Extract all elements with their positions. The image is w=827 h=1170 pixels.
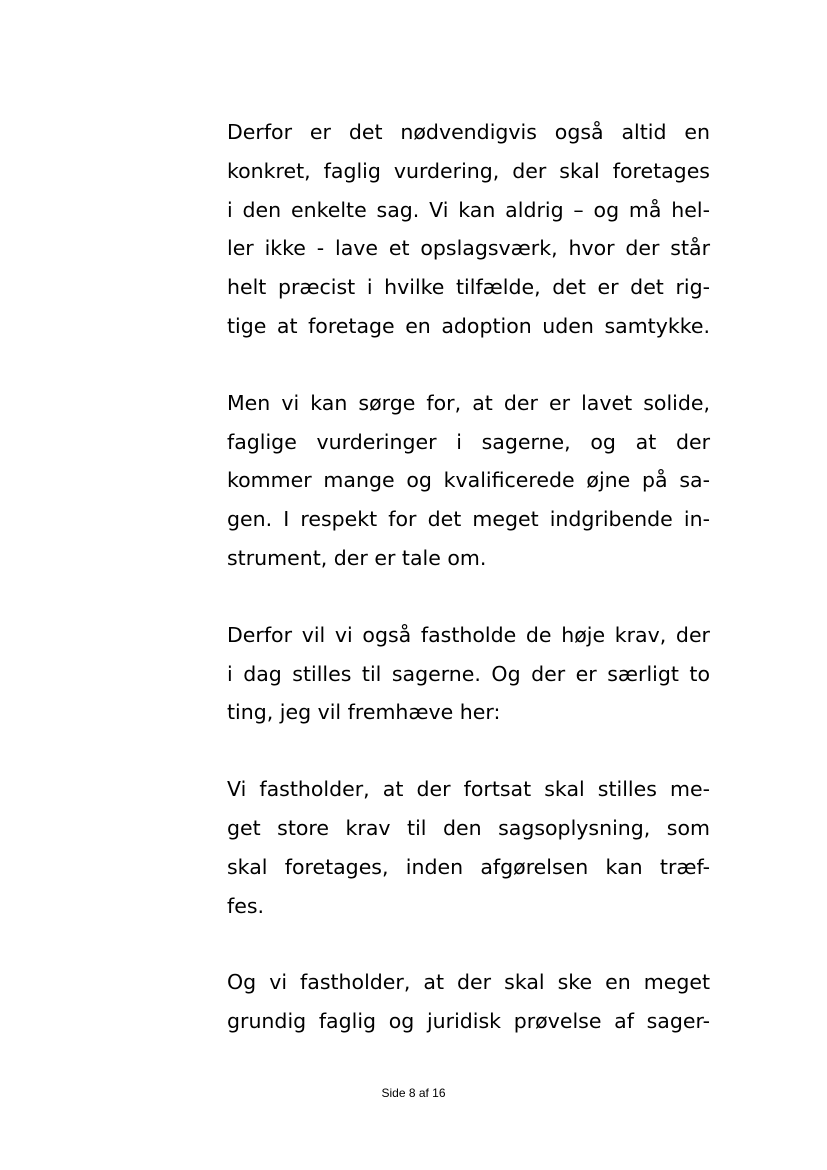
text-line: strument, der er tale om. bbox=[227, 545, 487, 570]
text-line: skal foretages, inden afgørelsen kan træf- bbox=[227, 854, 710, 879]
text-line: faglige vurderinger i sagerne, og at der bbox=[227, 429, 710, 454]
text-line: Derfor er det nødvendigvis også altid en bbox=[227, 120, 710, 144]
page-number: Side 8 af 16 bbox=[381, 1086, 446, 1100]
text-line: helt præcist i hvilke tilfælde, det er det rig- bbox=[227, 275, 710, 300]
text-line: ting, jeg vil fremhæve her: bbox=[227, 700, 501, 725]
text-line: ler ikke - lave et opslagsværk, hvor der står bbox=[227, 236, 710, 261]
paragraph-2 bbox=[227, 384, 710, 578]
text-line: konkret, faglig vurdering, der skal foretages bbox=[227, 158, 710, 183]
paragraph-1 bbox=[227, 113, 710, 346]
text-line: kommer mange og kvalificerede øjne på sa- bbox=[227, 468, 710, 493]
text-line: Men vi kan sørge for, at der er lavet solide, bbox=[227, 390, 710, 415]
text-line: i den enkelte sag. Vi kan aldrig – og må hel- bbox=[227, 197, 710, 222]
text-line: i dag stilles til sagerne. Og der er særligt to bbox=[227, 661, 710, 686]
text-line: Vi fastholder, at der fortsat skal stilles me- bbox=[227, 777, 710, 802]
text-line: Og vi fastholder, at der skal ske en meget bbox=[227, 970, 710, 995]
paragraph-3 bbox=[227, 616, 710, 732]
paragraph-gap bbox=[227, 732, 710, 770]
paragraph-gap bbox=[227, 925, 710, 963]
text-line: tige at foretage en adoption uden samtykke. bbox=[227, 313, 710, 338]
text-line: gen. I respekt for det meget indgribende in- bbox=[227, 507, 710, 532]
text-line: get store krav til den sagsoplysning, som bbox=[227, 815, 710, 840]
paragraph-5 bbox=[227, 963, 710, 1041]
text-line: fes. bbox=[227, 893, 265, 918]
text-line: grundig faglig og juridisk prøvelse af sager- bbox=[227, 1009, 710, 1034]
body-text bbox=[227, 113, 710, 1041]
paragraph-4 bbox=[227, 770, 710, 925]
paragraph-gap bbox=[227, 346, 710, 384]
paragraph-gap bbox=[227, 578, 710, 616]
text-line: Derfor vil vi også fastholde de høje krav, der bbox=[227, 622, 710, 647]
